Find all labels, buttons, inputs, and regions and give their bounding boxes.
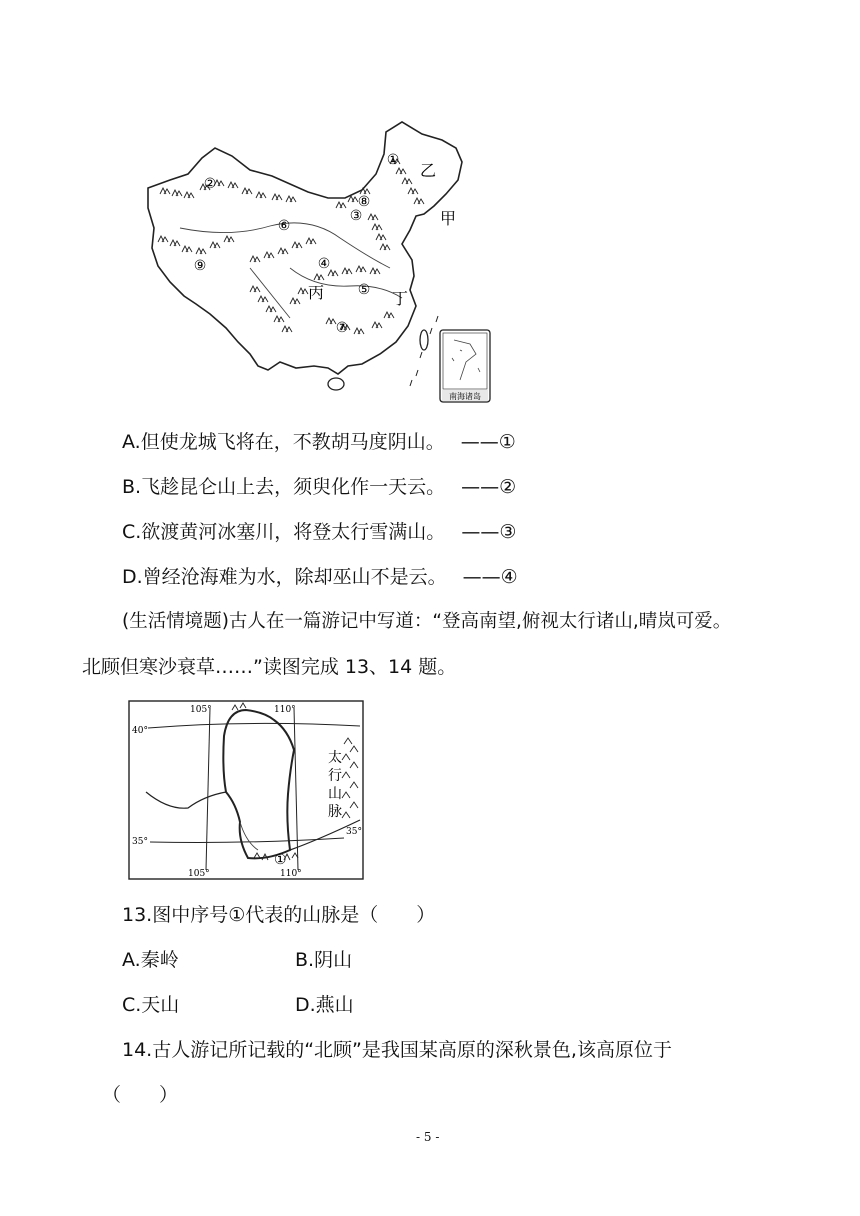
lon-bottom-110: 110°	[280, 869, 302, 879]
map1-marker-1: ①	[386, 152, 400, 168]
taihang-label-1: 太	[328, 750, 342, 766]
lon-top-110: 110°	[274, 705, 296, 715]
lon-top-105: 105°	[190, 705, 212, 715]
map1-label-ding: 丁	[392, 289, 409, 308]
map1-marker-6: ⑥	[277, 218, 291, 234]
map1-label-bing: 丙	[308, 283, 325, 302]
taihang-label-3: 山	[328, 786, 342, 802]
map1-label-jia: 甲	[440, 209, 457, 228]
page-number: - 5 -	[416, 1130, 440, 1144]
option-b: B.飞趁昆仑山上去，须臾化作一天云。 ——②	[122, 476, 517, 498]
map1-marker-3: ③	[349, 208, 363, 224]
map1-marker-8: ⑧	[357, 194, 371, 210]
inset-caption: 南海诸岛	[449, 392, 481, 401]
q13-stem: 13.图中序号①代表的山脉是（ ）	[122, 904, 436, 926]
option-d: D.曾经沧海难为水，除却巫山不是云。 ——④	[122, 566, 518, 588]
regional-map	[128, 700, 364, 882]
q13-option-b: B.阴山	[295, 949, 353, 971]
q14-blank: （ ）	[102, 1084, 179, 1106]
lat-right-35: 35°	[346, 827, 362, 837]
lon-bottom-105: 105°	[188, 869, 210, 879]
q14-stem: 14.古人游记所记载的“北顾”是我国某高原的深秋景色,该高原位于	[122, 1039, 672, 1061]
map1-marker-5: ⑤	[357, 282, 371, 298]
map1-marker-9: ⑨	[193, 258, 207, 274]
q13-option-d: D.燕山	[295, 994, 354, 1016]
map1-marker-2: ②	[203, 176, 217, 192]
lat-left-40: 40°	[132, 726, 148, 736]
taihang-label-4: 脉	[328, 804, 342, 820]
intro-line-2: 北顾但寒沙衰草……”读图完成 13、14 题。	[82, 656, 457, 678]
intro-line-1: (生活情境题)古人在一篇游记中写道：“登高南望,俯视太行诸山,晴岚可爱。	[122, 611, 732, 632]
q13-option-c: C.天山	[122, 994, 180, 1016]
map1-label-yi: 乙	[420, 161, 437, 180]
china-mountain-map	[140, 118, 500, 408]
map1-marker-4: ④	[317, 256, 331, 272]
china-outline	[148, 122, 462, 374]
map2-marker-1: ①	[274, 852, 287, 868]
option-c: C.欲渡黄河冰塞川，将登太行雪满山。 ——③	[122, 521, 517, 543]
option-a: A.但使龙城飞将在，不教胡马度阴山。 ——①	[122, 431, 516, 453]
map1-marker-7: ⑦	[335, 320, 349, 336]
taihang-label-2: 行	[328, 768, 342, 784]
lat-left-35: 35°	[132, 837, 148, 847]
q13-option-a: A.秦岭	[122, 949, 179, 971]
south-china-sea-inset	[440, 330, 490, 402]
